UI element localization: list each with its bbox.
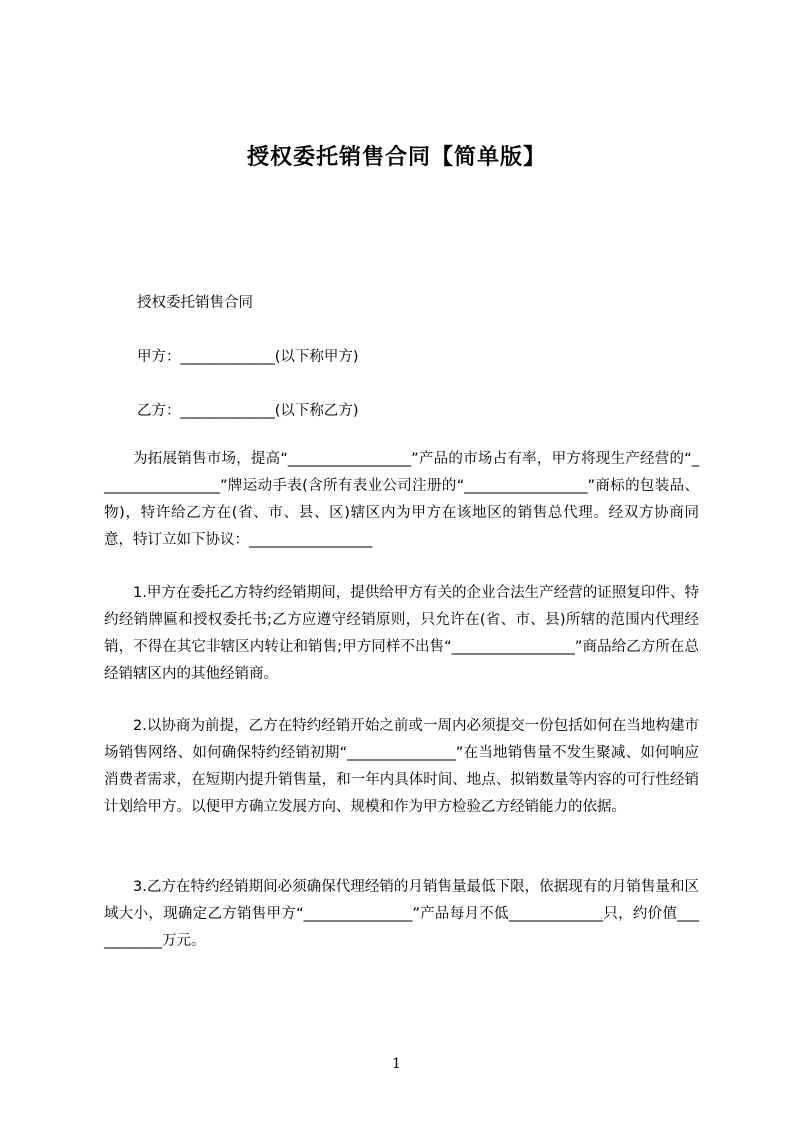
contract-heading: 授权委托销售合同 bbox=[137, 295, 253, 311]
intro-paragraph: 为拓展销售市场，提高“_________________”产品的市场占有率，甲方将现生产经营的“_________________”牌运动手表(含所有表业公司注册的“_________________”商标的包装品、物)，特许给乙方在(省、市、县、区)辖区内为甲方在该地区的销售总代理。经双方协商同意，特订立如下协议：_________________ bbox=[104, 451, 699, 548]
page-number: 1 bbox=[392, 1056, 401, 1072]
party-b-line: 乙方：_____________(以下称乙方) bbox=[137, 403, 359, 419]
party-a-line: 甲方：_____________(以下称甲方) bbox=[137, 349, 359, 365]
clause-1-paragraph: 1.甲方在委托乙方特约经销期间，提供给甲方有关的企业合法生产经营的证照复印件、特约经销牌匾和授权委托书;乙方应遵守经销原则，只允许在(省、市、县)所辖的范围内代理经销，不得在其它非辖区内转让和销售;甲方同样不出售“_________________”商品给乙方所在总经销辖区内的其他经销商。 bbox=[104, 585, 699, 682]
document-title: 授权委托销售合同【简单版】 bbox=[246, 145, 546, 170]
clause-2-paragraph: 2.以协商为前提，乙方在特约经销开始之前或一周内必须提交一份包括如何在当地构建市场销售网络、如何确保特约经销初期“_______________”在当地销售量不发生聚减、如何响应消费者需求，在短期内提升销售量，和一年内具体时间、地点、拟销数量等内容的可行性经销计划给甲方。以便甲方确立发展方向、规模和作为甲方检验乙方经销能力的依据。 bbox=[104, 718, 699, 815]
clause-3-paragraph: 3.乙方在特约经销期间必须确保代理经销的月销售量最低下限，依据现有的月销售量和区域大小，现确定乙方销售甲方“_______________”产品每月不低_____________只，约价值___________万元。 bbox=[104, 879, 699, 949]
